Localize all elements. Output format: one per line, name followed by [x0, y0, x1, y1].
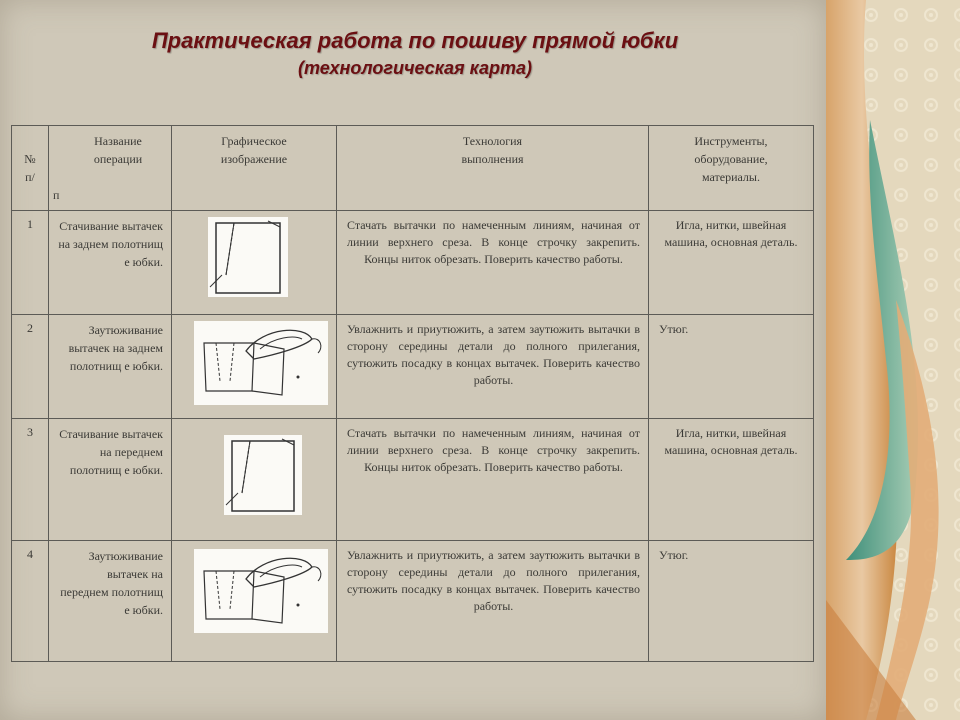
header-num-line1: № [24, 152, 36, 166]
table-row [12, 419, 814, 541]
row-num: 3 [12, 419, 49, 541]
header-name-text: Название операции [93, 134, 143, 166]
row-operation: Заутюживание вытачек на переднем полотнищ е юбки. [49, 541, 172, 662]
row-tools: Игла, нитки, швейная машина, основная деталь. [649, 419, 814, 541]
row-tools: Утюг. [649, 315, 814, 419]
header-num-line3: п [53, 188, 60, 202]
row-graphic [172, 211, 337, 315]
header-graphic: Графическое изображение [172, 126, 337, 211]
row-graphic [172, 541, 337, 662]
row-technology: Стачать вытачки по намеченным линиям, начиная от линии верхнего среза. В конце строчку закрепить. Концы ниток обрезать. Поверить качество работы. [337, 211, 649, 315]
header-row [12, 126, 814, 211]
dart-stitching-image [208, 217, 288, 297]
row-num: 2 [12, 315, 49, 419]
page-title: Практическая работа по пошиву прямой юбки [151, 28, 679, 53]
row-technology: Увлажнить и приутюжить, а затем заутюжить вытачки в сторону середины детали до полного прилегания, сутюжить посадку в концах вытачек. Поверить качество работы. [337, 541, 649, 662]
decorative-fabric-panel [826, 0, 960, 720]
dart-stitching-image [224, 435, 302, 515]
row-num: 4 [12, 541, 49, 662]
tech-card-table [11, 125, 814, 662]
table-row [12, 541, 814, 662]
header-num-line2: п/ [25, 170, 35, 184]
row-operation: Стачивание вытачек на заднем полотнищ е юбки. [49, 211, 172, 315]
row-technology: Увлажнить и приутюжить, а затем заутюжить вытачки в сторону середины детали до полного прилегания, сутюжить посадку в концах вытачек. Поверить качество работы. [337, 315, 649, 419]
dart-ironing-image [194, 549, 328, 633]
row-graphic [172, 315, 337, 419]
row-graphic [172, 419, 337, 541]
row-operation: Заутюживание вытачек на заднем полотнищ е юбки. [49, 315, 172, 419]
dart-ironing-image [194, 321, 328, 405]
header-num [12, 126, 49, 211]
row-technology: Стачать вытачки по намеченным линиям, начиная от линии верхнего среза. В конце строчку закрепить. Концы ниток обрезать. Поверить качество работы. [337, 419, 649, 541]
row-tools: Игла, нитки, швейная машина, основная деталь. [649, 211, 814, 315]
row-tools: Утюг. [649, 541, 814, 662]
header-tools: Инструменты, оборудование, материалы. [649, 126, 814, 211]
header-name [49, 126, 172, 211]
header-technology: Технология выполнения [337, 126, 649, 211]
row-operation: Стачивание вытачек на переднем полотнищ е юбки. [49, 419, 172, 541]
table-row [12, 315, 814, 419]
table-row [12, 211, 814, 315]
page-subtitle: (технологическая карта) [297, 58, 533, 78]
row-num: 1 [12, 211, 49, 315]
